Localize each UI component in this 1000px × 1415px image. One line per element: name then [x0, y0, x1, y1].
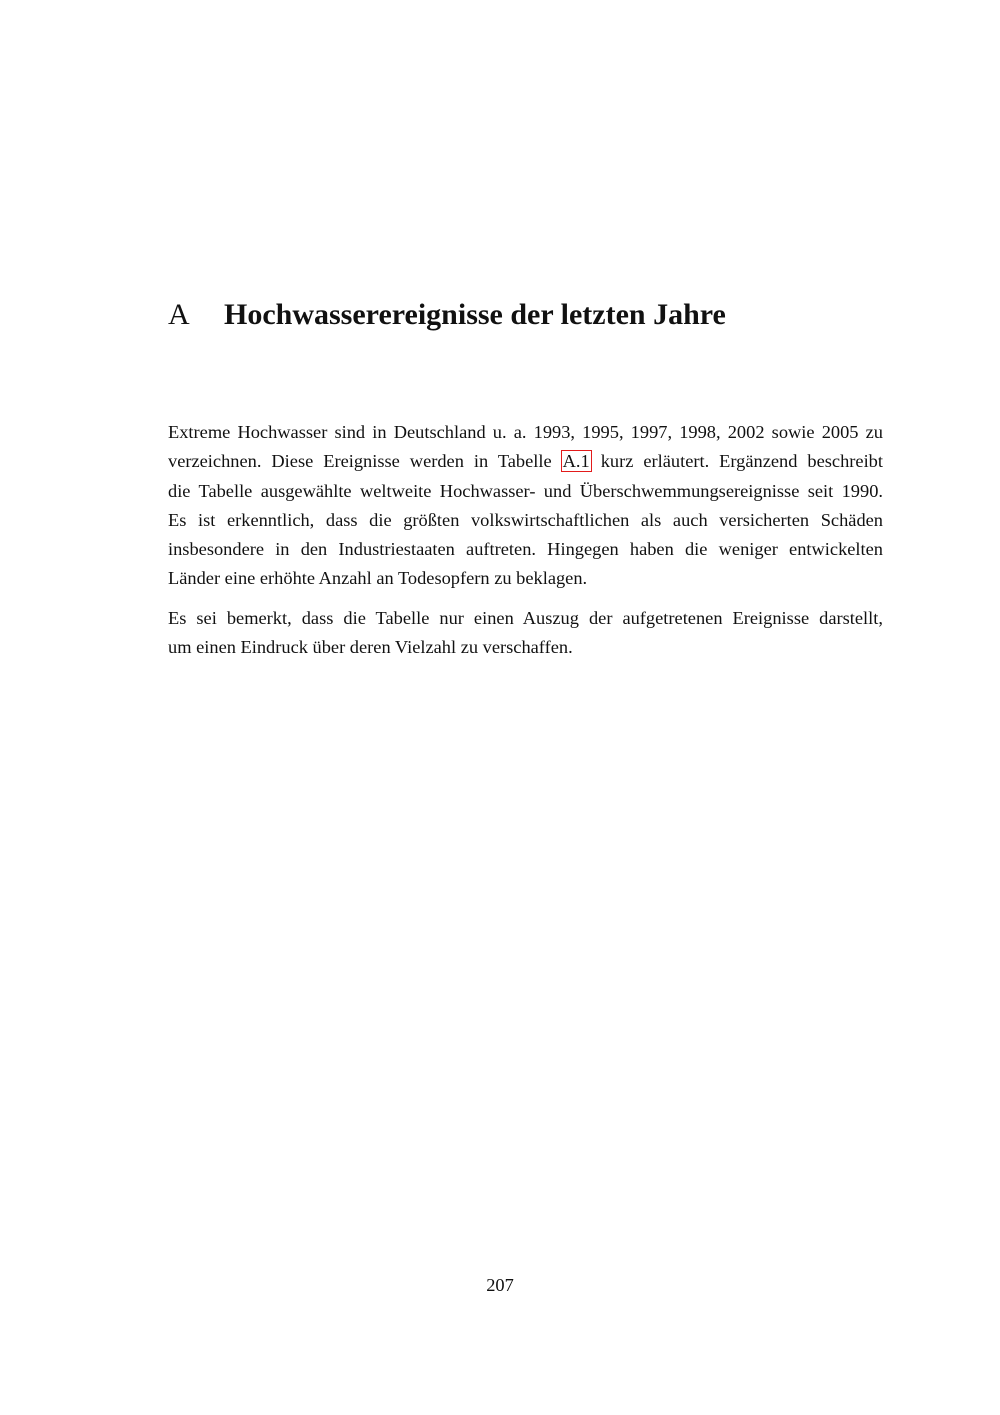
- paragraph-2-line-1: Es sei bemerkt, dass die Tabelle nur einen Auszug der aufgetretenen Ereignisse darstellt,: [168, 607, 883, 628]
- chapter-number: A: [168, 298, 190, 331]
- paragraph-1-line-5: insbesondere in den Industriestaaten auftreten. Hingegen haben die weniger entwickelten: [168, 539, 883, 560]
- paragraph-2: [168, 604, 883, 663]
- chapter-heading: [168, 295, 888, 335]
- paragraph-1-line-3: die Tabelle ausgewählte weltweite Hochwasser- und Überschwemmungsereignisse seit 1990.: [168, 480, 883, 501]
- table-reference-link[interactable]: A.1: [562, 451, 590, 472]
- paragraph-1-line-2: [168, 447, 883, 476]
- page-number: 207: [486, 1275, 514, 1295]
- paragraph-1-line-2-before: verzeichnen. Diese Ereignisse werden in Tabelle: [168, 451, 552, 472]
- paragraph-2-line-2: um einen Eindruck über deren Vielzahl zu verschaffen.: [168, 637, 573, 658]
- paragraph-1-line-2-after: kurz erläutert. Ergänzend beschreibt: [600, 451, 883, 472]
- paragraph-1-line-1: Extreme Hochwasser sind in Deutschland u. a. 1993, 1995, 1997, 1998, 2002 sowie 2005 zu: [168, 422, 883, 442]
- paragraph-1-line-4: Es ist erkenntlich, dass die größten volkswirtschaftlichen als auch versicherten Schäden: [168, 509, 883, 530]
- body-text: [168, 418, 883, 672]
- chapter-title: Hochwasserereignisse der letzten Jahre: [224, 298, 726, 331]
- paragraph-1: [168, 418, 883, 594]
- paragraph-1-line-6: Länder eine erhöhte Anzahl an Todesopfern zu beklagen.: [168, 568, 588, 589]
